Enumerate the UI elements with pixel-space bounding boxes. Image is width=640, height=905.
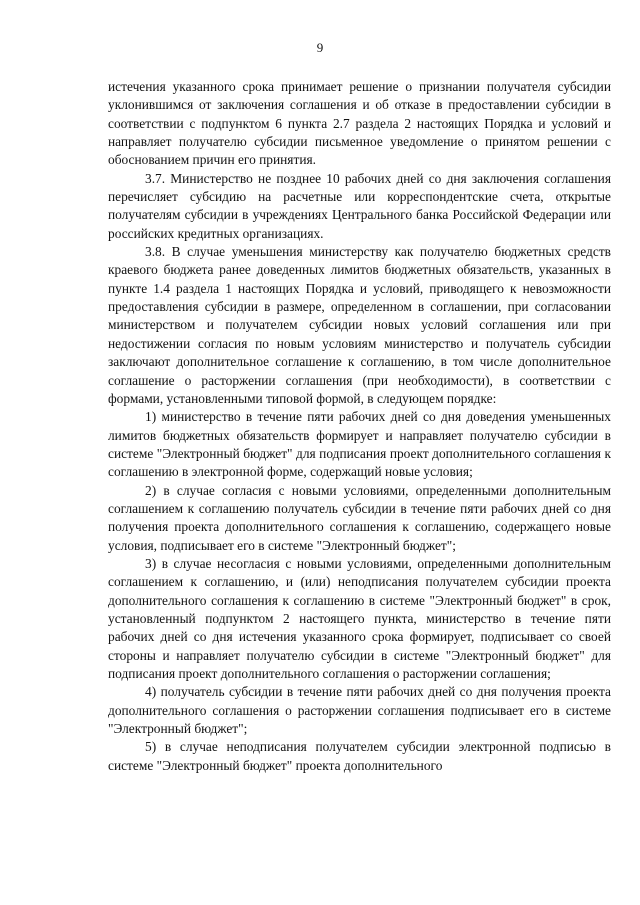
subitem-4: 4) получатель субсидии в течение пяти рабочих дней со дня получения проекта дополнительного соглашения о расторжении соглашения подписывает его в системе "Электронный бюджет"; bbox=[108, 684, 611, 737]
subitem-5: 5) в случае неподписания получателем субсидии электронной подписью в системе "Электронный бюджет" проекта дополнительного bbox=[108, 739, 611, 773]
subitem-1: 1) министерство в течение пяти рабочих дней со дня доведения уменьшенных лимитов бюджетных обязательств формирует и направляет получателю субсидии в системе "Электронный бюджет" для подписания проект дополнительного соглашения к соглашению в электронной форме, содержащий новые условия; bbox=[108, 409, 611, 480]
paragraph-3-7: 3.7. Министерство не позднее 10 рабочих дней со дня заключения соглашения перечисляет субсидию на расчетные или корреспондентские счета, открытые получателям субсидии в учреждениях Центрального банка Российской Федерации или российских кредитных организациях. bbox=[108, 170, 611, 241]
paragraph-3-8: 3.8. В случае уменьшения министерству как получателю бюджетных средств краевого бюджета ранее доведенных лимитов бюджетных обязательств, указанных в пункте 1.4 раздела 1 настоящих Порядка и условий, приводящего к невозможности предоставления субсидии в размере, определенном в соглашении, при согласовании министерством и получателем субсидии новых условий соглашения или при недостижении согласия по новым условиям министерство и получатель субсидии заключают дополнительное соглашение к соглашению, в том числе дополнительное соглашение о расторжении соглашения (при необходимости), в соответствии с формами, установленными типовой формой, в следующем порядке: bbox=[108, 244, 611, 406]
subitem-3: 3) в случае несогласия с новыми условиями, определенными дополнительным соглашением к соглашению, и (или) неподписания получателем субсидии проекта дополнительного соглашения к соглашению в системе "Электронный бюджет" в срок, установленный подпунктом 2 настоящего пункта, министерство в течение пяти рабочих дней со дня истечения указанного срока формирует, подписывает со своей стороны и направляет получателю субсидии в системе "Электронный бюджет" для подписания проект дополнительного соглашения о расторжении соглашения; bbox=[108, 555, 611, 681]
page-number: 9 bbox=[316, 40, 324, 55]
paragraph-continuation: истечения указанного срока принимает решение о признании получателя субсидии уклонившимся от заключения соглашения и об отказе в предоставлении субсидии в соответствии с подпунктом 6 пункта 2.7 раздела 2 настоящих Порядка и условий и направляет получателю субсидии письменное уведомление о принятом решении с обоснованием причин его принятия. bbox=[108, 79, 611, 168]
document-body bbox=[108, 78, 611, 775]
subitem-2: 2) в случае согласия с новыми условиями, определенными дополнительным соглашением к соглашению получатель субсидии в течение пяти рабочих дней со дня получения проекта дополнительного соглашения к соглашению, содержащего новые условия, подписывает его в системе "Электронный бюджет"; bbox=[108, 482, 611, 553]
